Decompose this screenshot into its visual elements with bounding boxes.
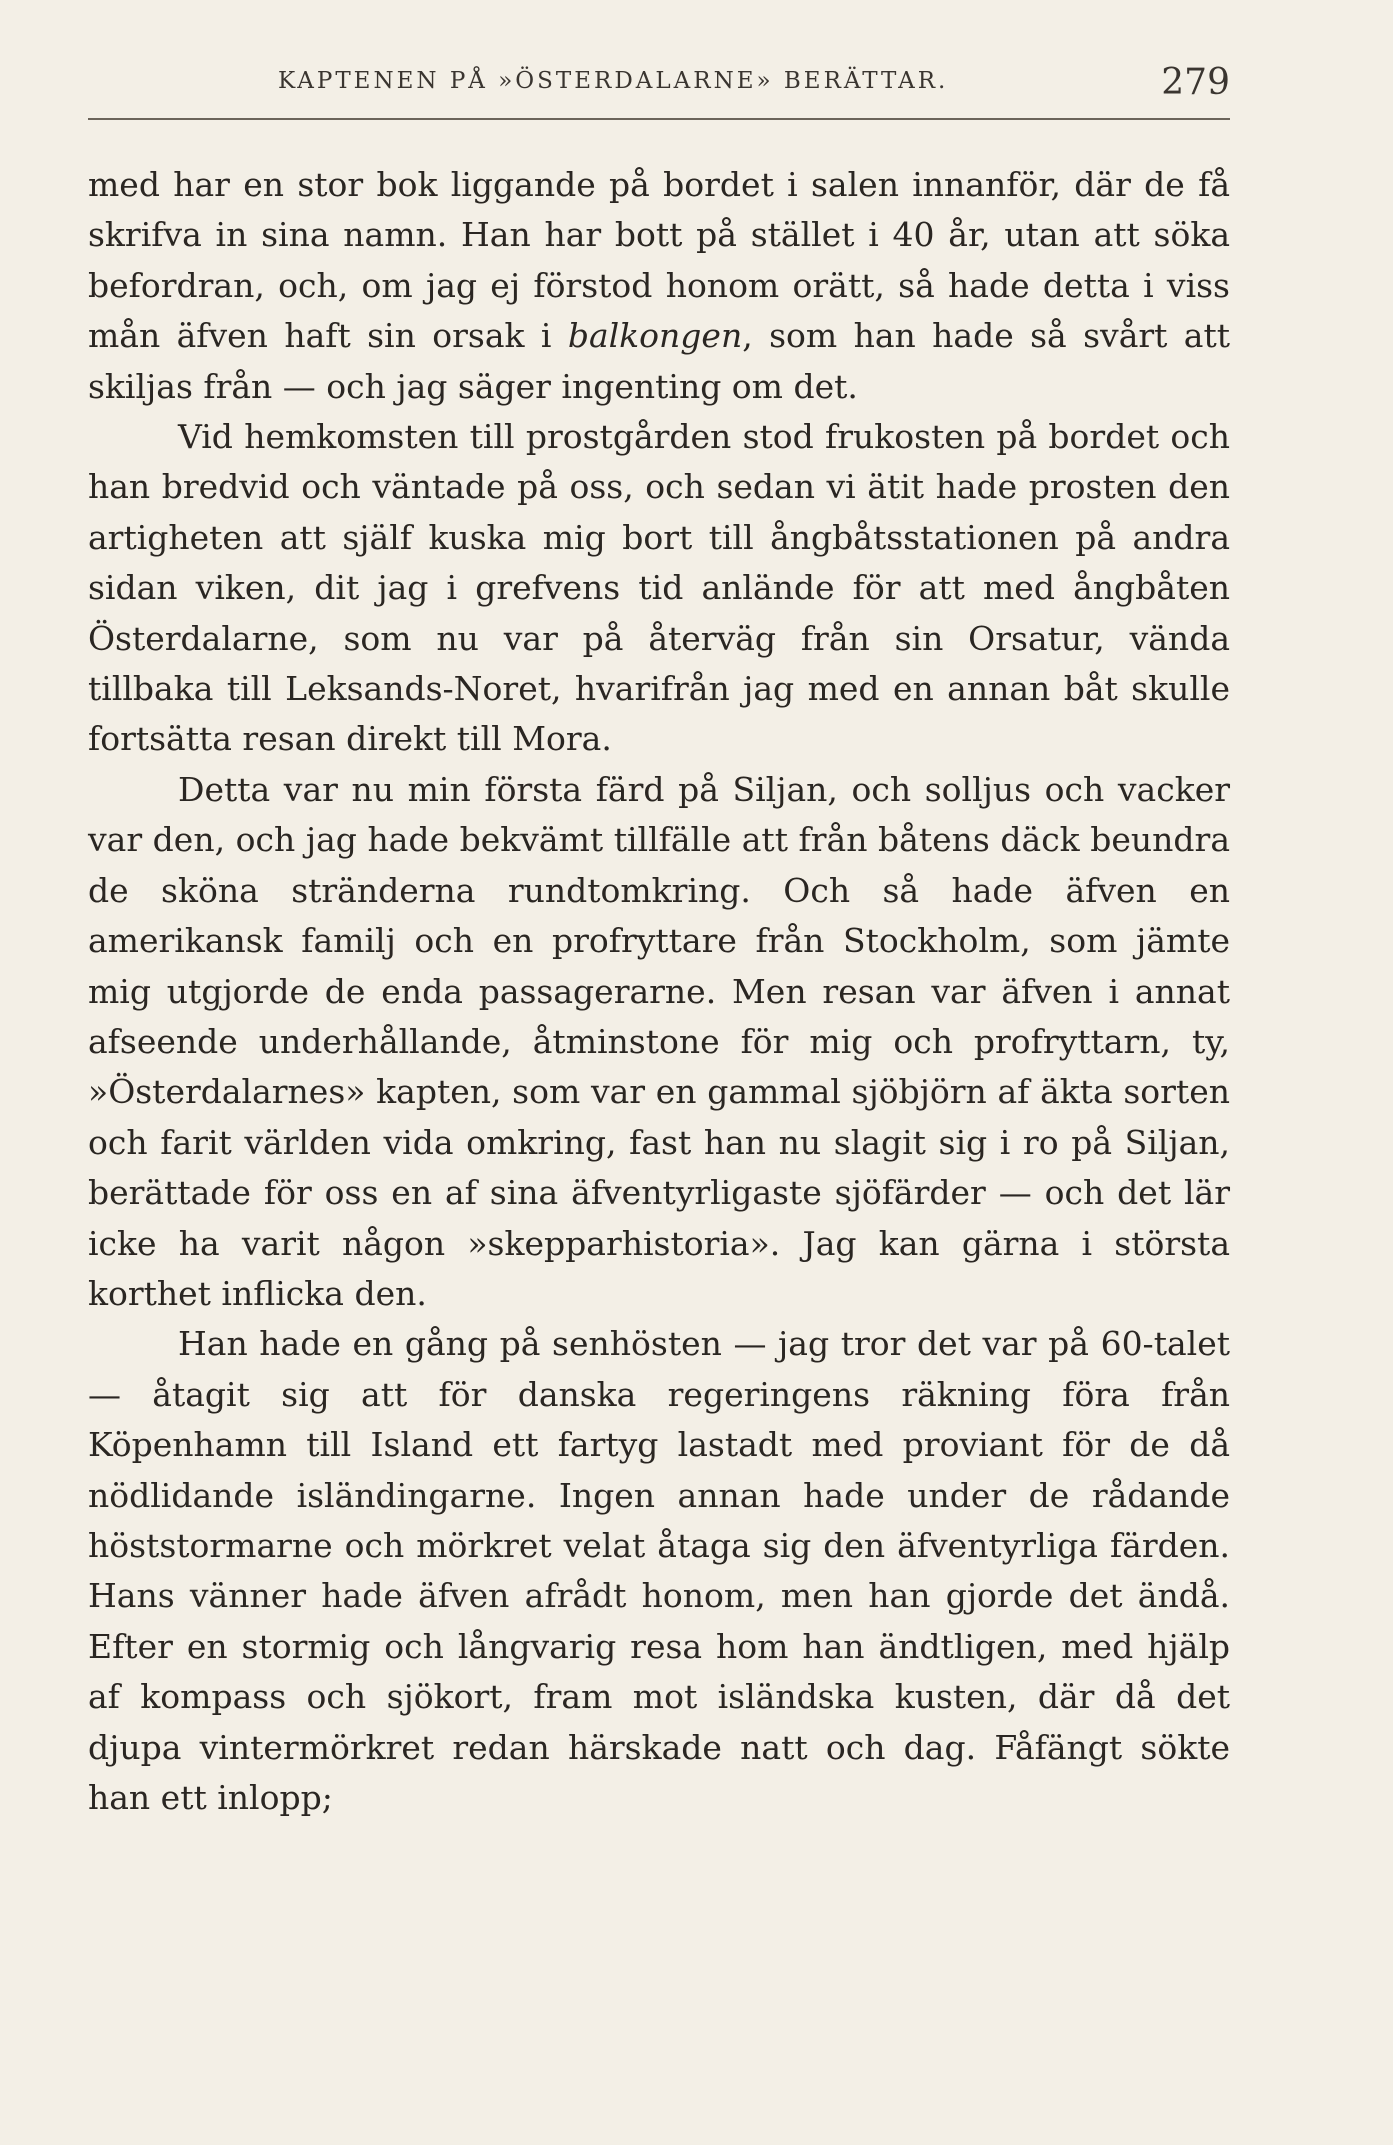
header-rule [88,118,1230,120]
body-text [88,160,1230,1823]
running-title: KAPTENEN PÅ »ÖSTERDALARNE» BERÄTTAR. [278,68,949,94]
paragraph-1 [88,160,1230,412]
page-number: 279 [1161,62,1230,103]
paragraph-2: Vid hemkomsten till prostgården stod frukosten på bordet och han bredvid och väntade på oss, och sedan vi ätit hade prosten den artigheten att själf kuska mig bort till ångbåtsstationen på andra sidan viken, dit jag i grefvens tid anlände för att med ångbåten Österdalarne, som nu var på återväg från sin Orsatur, vända tillbaka till Leksands-Noret, hvarifrån jag med en annan båt skulle fortsätta resan direkt till Mora. [88,417,1230,759]
paragraph-4: Han hade en gång på senhösten — jag tror det var på 60-talet — åtagit sig att för danska regeringens räkning föra från Köpenhamn till Island ett fartyg lastadt med proviant för de då nödlidande isländingarne. Ingen annan hade under de rådande höststormarne och mörkret velat åtaga sig den äfventyrliga färden. Hans vänner hade äfven afrådt honom, men han gjorde det ändå. Efter en stormig och långvarig resa hom han ändtligen, med hjälp af kompass och sjökort, fram mot isländska kusten, där då det djupa vintermörkret redan härskade natt och dag. Fåfängt sökte han ett inlopp; [88,1324,1230,1817]
paragraph-3: Detta var nu min första färd på Siljan, och solljus och vacker var den, och jag hade bekvämt tillfälle att från båtens däck beundra de sköna stränderna rundtomkring. Och så hade äfven en amerikansk familj och en profryttare från Stockholm, som jämte mig utgjorde de enda passagerarne. Men resan var äfven i annat afseende underhållande, åtminstone för mig och profryttarn, ty, »Österdalarnes» kapten, som var en gammal sjöbjörn af äkta sorten och farit världen vida omkring, fast han nu slagit sig i ro på Siljan, berättade för oss en af sina äfventyrligaste sjöfärder — och det lär icke ha varit någon »skepparhistoria». Jag kan gärna i största korthet inflicka den. [88,769,1230,1313]
running-head [88,58,1230,108]
paragraph-1-text-b: , som han hade så svårt att skiljas från — och jag säger ingenting om det. [88,316,1230,406]
italic-word: balkongen [567,316,743,356]
paragraph-1-text-a: med har en stor bok liggande på bordet i salen innanför, där de få skrifva in sina namn. Han har bott på stället i 40 år, utan att söka befordran, och, om jag ej förstod honom orätt, så hade detta i viss mån äfven haft sin orsak i [88,165,1230,356]
